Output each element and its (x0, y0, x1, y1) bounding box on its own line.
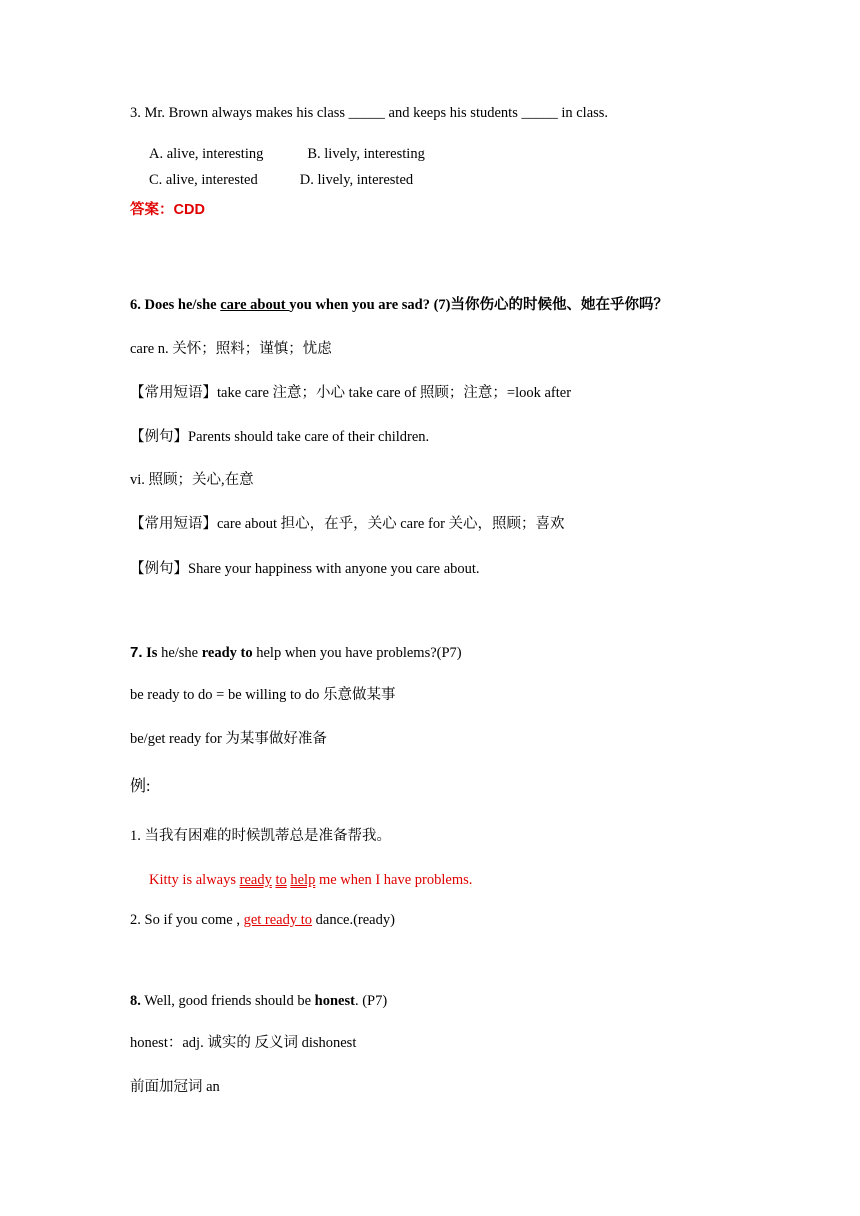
section-6-head-underline: care about (220, 297, 290, 313)
section-8-heading (130, 992, 387, 1010)
section-7-ready-to: ready to (201, 645, 253, 661)
section-6-head-pre: 6. Does he/she (130, 297, 221, 313)
example-1-word-ready: ready (239, 872, 272, 888)
care-example-1: 【例句】Parents should take care of their children. (130, 429, 430, 445)
example-1-english (149, 871, 472, 889)
article-note: 前面加冠词 an (130, 1079, 220, 1095)
example-2-fill: get ready to (243, 912, 313, 928)
question-3-stem: 3. Mr. Brown always makes his class _____ and keeps his students _____ in class. (130, 105, 609, 121)
section-8-number: 8. (130, 993, 141, 1009)
care-phrase-1: 【常用短语】take care 注意；小心 take care of 照顾；注意；=look after (130, 385, 572, 401)
example-1-word-to: to (275, 872, 287, 888)
option-c: C. alive, interested (149, 172, 258, 188)
example-2 (130, 911, 395, 929)
section-8-t1: Well, good friends should be (140, 993, 315, 1009)
example-2-part-b: dance.(ready) (312, 912, 395, 928)
section-7-t2: help when you have problems?(P7) (252, 645, 462, 661)
option-a: A. alive, interesting (149, 146, 264, 162)
ready-definition-1: be ready to do = be willing to do 乐意做某事 (130, 687, 396, 703)
section-8-t2: . (P7) (354, 993, 388, 1009)
section-7-t1: he/she (157, 645, 202, 661)
care-verb-definition: vi. 照顾；关心,在意 (130, 472, 254, 488)
option-d: D. lively, interested (299, 172, 414, 188)
care-phrase-2: 【常用短语】care about 担心，在乎，关心 care for 关心，照顾；喜欢 (130, 516, 565, 532)
care-example-2: 【例句】Share your happiness with anyone you care about. (130, 561, 480, 577)
options-row-2 (149, 171, 413, 189)
example-1-chinese: 1. 当我有困难的时候凯蒂总是准备帮我。 (130, 828, 391, 844)
ready-definition-2: be/get ready for 为某事做好准备 (130, 731, 327, 747)
example-1-word-help: help (290, 872, 316, 888)
section-6-head-post: you when you are sad? (7)当你伤心的时候他、她在乎你吗？ (289, 297, 669, 313)
honest-definition: honest：adj. 诚实的 反义词 dishonest (130, 1035, 357, 1051)
section-7-heading (130, 644, 462, 662)
section-8-honest: honest (314, 993, 355, 1009)
example-1-part-a: Kitty is always (149, 872, 240, 888)
section-7-is: Is (146, 645, 158, 661)
section-6-heading (130, 296, 668, 314)
answer-key: 答案：CDD (130, 202, 205, 218)
options-row-1 (149, 145, 425, 163)
care-noun-definition: care n. 关怀；照料；谨慎；忧虑 (130, 341, 332, 357)
section-7-number: 7. (130, 644, 143, 661)
example-1-part-b: me when I have problems. (315, 872, 473, 888)
option-b: B. lively, interesting (307, 146, 425, 162)
example-2-part-a: 2. So if you come , (130, 912, 244, 928)
example-label: 例: (130, 778, 151, 795)
